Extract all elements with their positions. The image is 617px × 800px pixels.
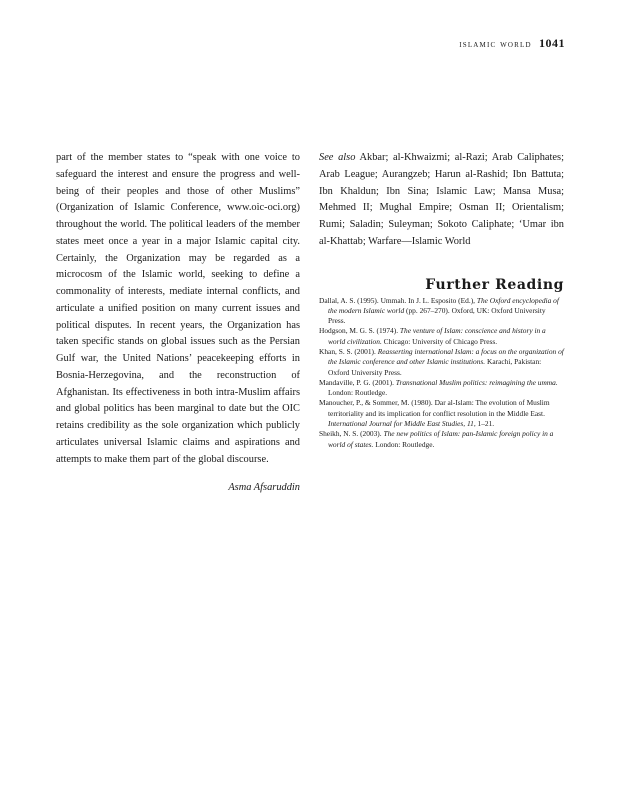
- body-paragraph: part of the member states to “speak with one voice to safeguard the interest and ensure the progress and well-being of their peoples and those of other Muslims” (Organization of Islamic Conference, www.oic-oci.org) throughout the world. The political leaders of the member states meet once a year in a major Islamic capital city. Certainly, the Organization may be regarded as a microcosm of the Islamic world, seeking to define a commonality of interests, mediate internal conflicts, and articulate a unified position on many current issues and political disputes. In recent years, the Organization has taken specific stands on global issues such as the Persian Gulf war, the United Nations’ peacekeeping efforts in Bosnia-Herzegovina, and the reconstruction of Afghanistan. Its effectiveness in both intra-Muslim affairs and global politics has been marginal to date but the OIC retains credibility as the sole organization which publicly articulates universal Islamic claims and aspirations and attempts to make them part of the global discourse.: [56, 152, 300, 465]
- reference-item: Sheikh, N. S. (2003). The new politics of Islam: pan-Islamic foreign policy in a world of states. London: Routledge.: [319, 429, 554, 449]
- reference-list: [319, 296, 564, 450]
- reference-item: Manoucher, P., & Sommer, M. (1980). Dar al-Islam: The evolution of Muslim territoriality and its implication for conflict resolution in the Middle East. International Journal for Middle East Studies, 11, 1–21.: [319, 398, 550, 429]
- article-author: Asma Afsaruddin: [228, 482, 300, 494]
- left-column: [56, 150, 300, 497]
- section-title: islamic world: [459, 39, 532, 50]
- right-column: [319, 150, 564, 450]
- reference-item: Hodgson, M. G. S. (1974). The venture of Islam: conscience and history in a world civilization. Chicago: University of Chicago Press.: [319, 326, 546, 346]
- running-header: [459, 36, 565, 51]
- further-reading-heading: Further Reading: [425, 276, 564, 293]
- reference-item: Mandaville, P. G. (2001). Transnational Muslim politics: reimagining the umma. London: Routledge.: [319, 377, 558, 398]
- see-also-list: Akbar; al-Khwaizmi; al-Razi; Arab Caliphates; Arab League; Aurangzeb; Harun al-Rashid; Ibn Battuta; Ibn Khaldun; Ibn Sina; Islamic Law; Mansa Musa; Mehmed II; Mughal Empire; Osman II; Orientalism; Rumi; Saladin; Suleyman; Sokoto Caliphate; ‘Umar ibn al-Khattab; Warfare—Islamic World: [319, 152, 564, 247]
- page-number: 1041: [539, 36, 565, 50]
- see-also: [319, 150, 564, 251]
- reference-item: Khan, S. S. (2001). Reasserting international Islam: a focus on the organization of the Islamic conference and other Islamic institutions. Karachi, Pakistan: Oxford University Press.: [319, 346, 564, 377]
- reference-item: Dallal, A. S. (1995). Ummah. In J. L. Esposito (Ed.), The Oxford encyclopedia of the modern Islamic world (pp. 267–270). Oxford, UK: Oxford University Press.: [319, 295, 559, 326]
- see-also-label: See also: [319, 152, 356, 163]
